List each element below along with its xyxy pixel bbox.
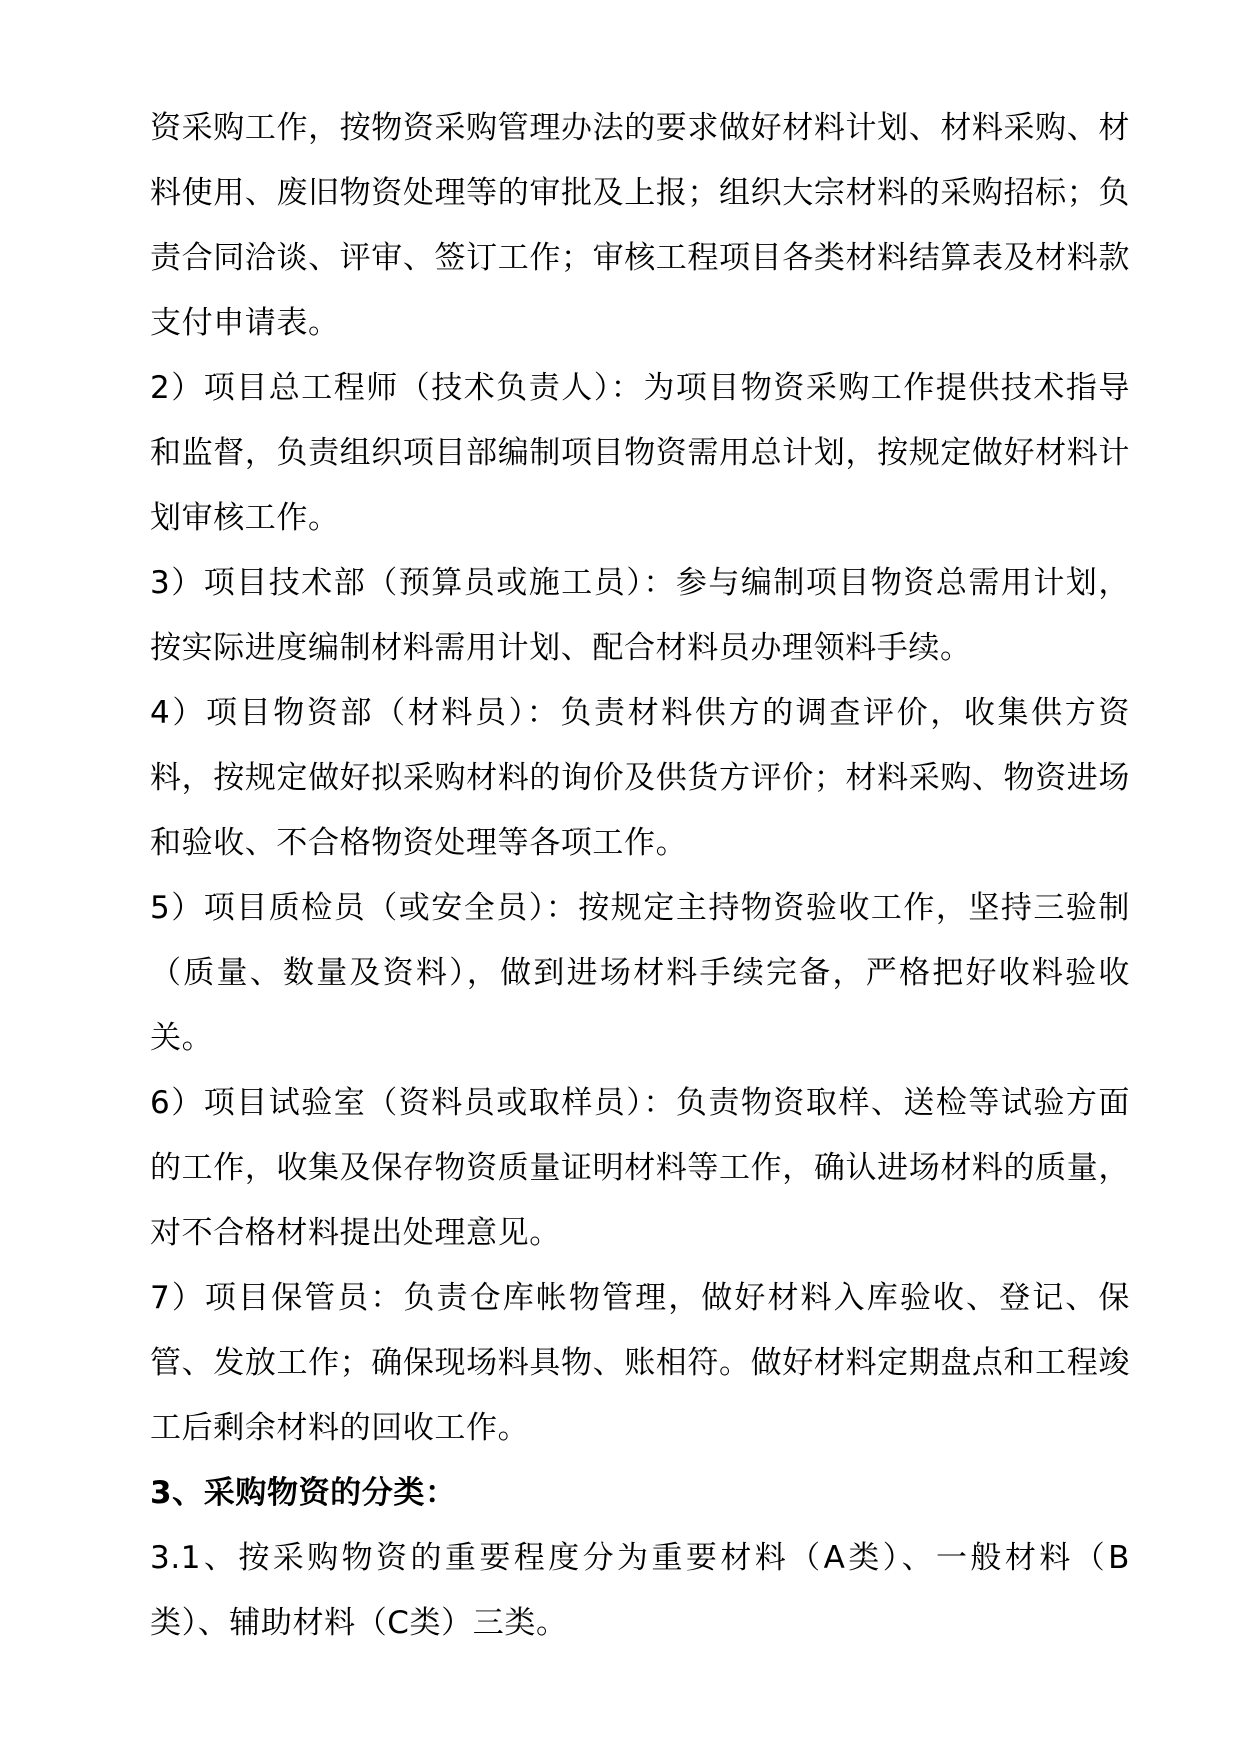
paragraph-storekeeper: 7）项目保管员：负责仓库帐物管理，做好材料入库验收、登记、保管、发放工作；确保现场料具物、账相符。做好材料定期盘点和工程竣工后剩余材料的回收工作。 bbox=[150, 1280, 1130, 1446]
document-body bbox=[150, 96, 1130, 1656]
section-heading: 3、采购物资的分类： bbox=[150, 1475, 457, 1511]
paragraph-quality-inspector: 5）项目质检员（或安全员）：按规定主持物资验收工作，坚持三验制（质量、数量及资料），做到进场材料手续完备，严格把好收料验收关。 bbox=[150, 890, 1130, 1056]
paragraph-technical-department: 3）项目技术部（预算员或施工员）：参与编制项目物资总需用计划，按实际进度编制材料需用计划、配合材料员办理领料手续。 bbox=[150, 565, 1130, 666]
paragraph-chief-engineer: 2）项目总工程师（技术负责人）：为项目物资采购工作提供技术指导和监督，负责组织项目部编制项目物资需用总计划，按规定做好材料计划审核工作。 bbox=[150, 370, 1130, 536]
paragraph-material-manager-duties: 资采购工作，按物资采购管理办法的要求做好材料计划、材料采购、材料使用、废旧物资处理等的审批及上报；组织大宗材料的采购招标；负责合同洽谈、评审、签订工作；审核工程项目各类材料结算表及材料款支付申请表。 bbox=[150, 110, 1130, 341]
paragraph-material-classification: 3.1、按采购物资的重要程度分为重要材料（A类）、一般材料（B类）、辅助材料（C类）三类。 bbox=[150, 1540, 1130, 1641]
paragraph-materials-department: 4）项目物资部（材料员）：负责材料供方的调查评价，收集供方资料，按规定做好拟采购材料的询价及供货方评价；材料采购、物资进场和验收、不合格物资处理等各项工作。 bbox=[150, 695, 1130, 861]
paragraph-test-laboratory: 6）项目试验室（资料员或取样员）：负责物资取样、送检等试验方面的工作，收集及保存物资质量证明材料等工作，确认进场材料的质量，对不合格材料提出处理意见。 bbox=[150, 1085, 1130, 1251]
